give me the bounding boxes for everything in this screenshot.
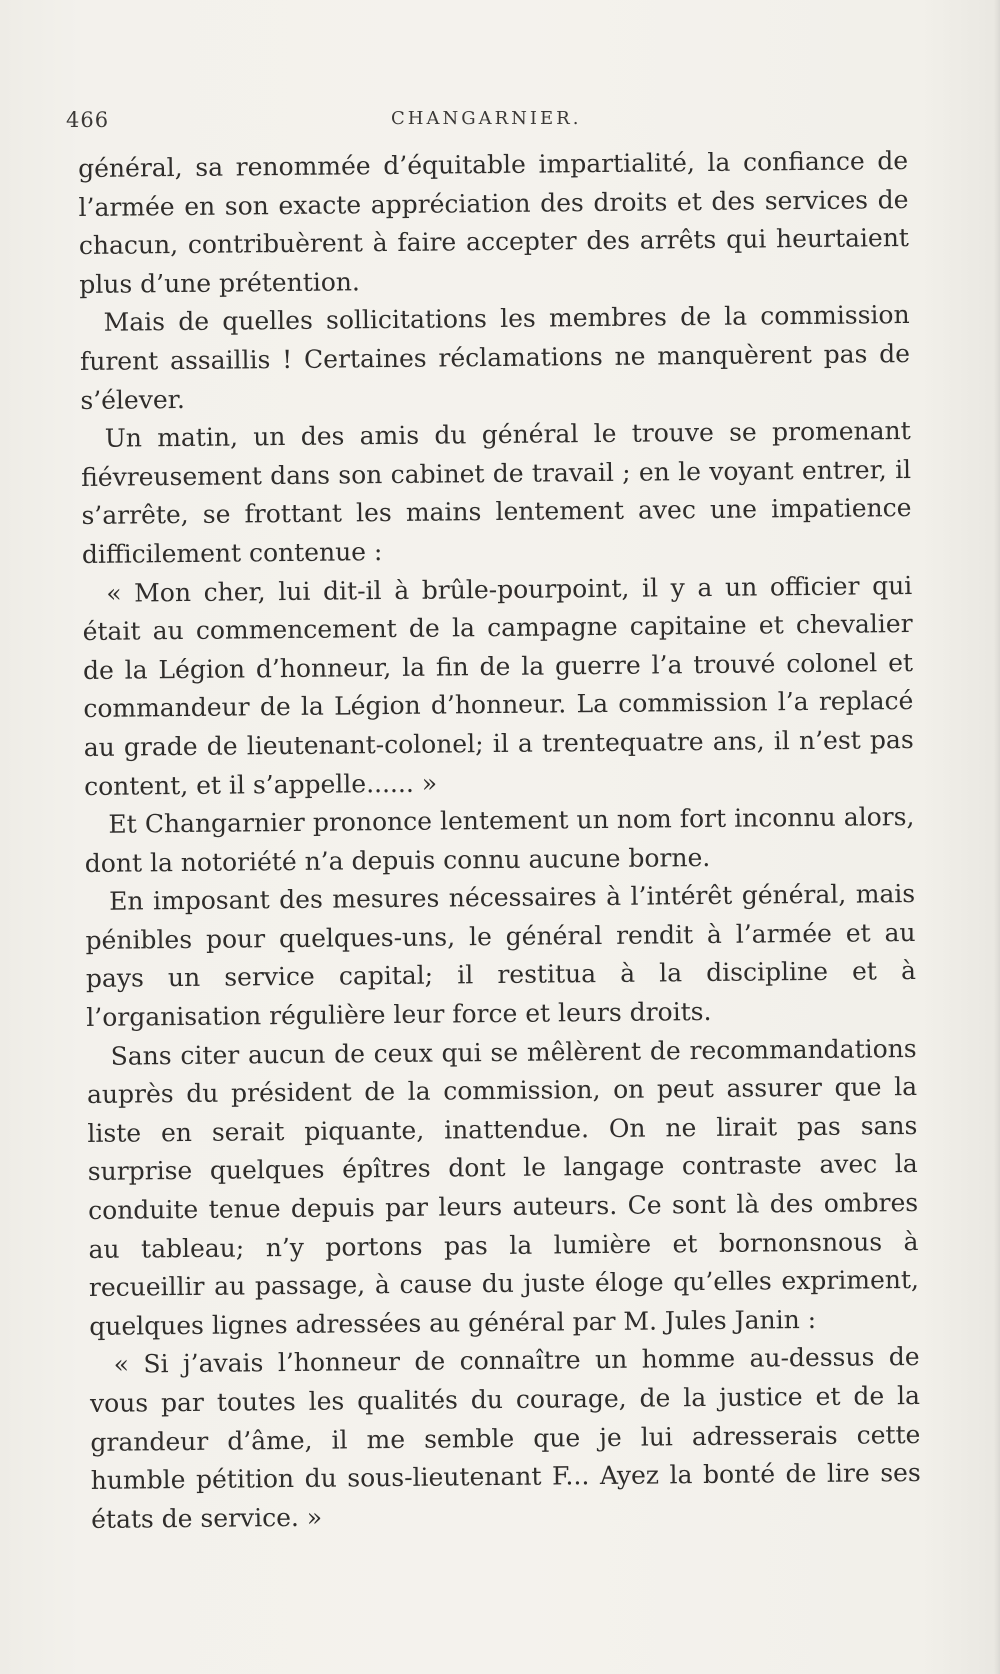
page-edge-shadow — [994, 0, 1000, 1674]
paragraph: Mais de quelles sollicitations les membres de la commission furent assaillis ! Certaines réclamations ne manquèrent pas de s’élever. — [79, 300, 911, 415]
page-header — [66, 108, 906, 138]
paragraph: Sans citer aucun de ceux qui se mêlèrent de recommandations auprès du président de la commission, on peut assurer que la liste en serait piquante, inattendue. On ne lirait pas sans surprise quelques épîtres dont le langage contraste avec la conduite tenue depuis par leurs auteurs. Ce sont là des ombres au tableau; n’y portons pas la lumière et bornonsnous à recueillir au passage, à cause du juste éloge qu’elles expriment, quelques lignes adressées au général par M. Jules Janin : — [86, 1033, 920, 1341]
paragraph: En imposant des mesures nécessaires à l’intérêt général, mais pénibles pour quelques-uns, le général rendit à l’armée et au pays un service capital; il restitua à la discipline et à l’organisation régulière leur force et leurs droits. — [85, 879, 917, 1033]
quoted-paragraph: « Si j’avais l’honneur de connaître un homme au-dessus de vous par toutes les qualités du courage, de la justice et de la grandeur d’âme, il me semble que je lui adresserais cette humble pétition du sous-lieutenant F... Ayez la bonté de lire ses états de service. » — [89, 1342, 921, 1534]
quoted-paragraph: « Mon cher, lui dit-il à brûle-pourpoint, il y a un officier qui était au commencement de la campagne capitaine et chevalier de la Légion d’honneur, la fin de la guerre l’a trouvé colonel et commandeur de la Légion d’honneur. La commission l’a replacé au grade de lieutenant-colonel; il a trentequatre ans, il n’est pas content, et il s’appelle...... » — [82, 570, 914, 801]
running-title: CHANGARNIER. — [391, 108, 582, 129]
page-number: 466 — [66, 108, 110, 132]
paragraph-continuation: général, sa renommée d’équitable impartialité, la confiance de l’armée en son exacte appréciation des droits et des services de chacun, contribuèrent à faire accepter des arrêts qui heurtaient plus d’une prétention. — [78, 146, 910, 299]
paragraph: Et Changarnier prononce lentement un nom fort inconnu alors, dont la notoriété n’a depuis connu aucune borne. — [84, 802, 915, 878]
paragraph: Un matin, un des amis du général le trouve se promenant fiévreusement dans son cabinet de travail ; en le voyant entrer, il s’arrête, se frottant les mains lentement avec une impatience difficilement contenue : — [81, 416, 912, 569]
body-text — [78, 142, 921, 1539]
